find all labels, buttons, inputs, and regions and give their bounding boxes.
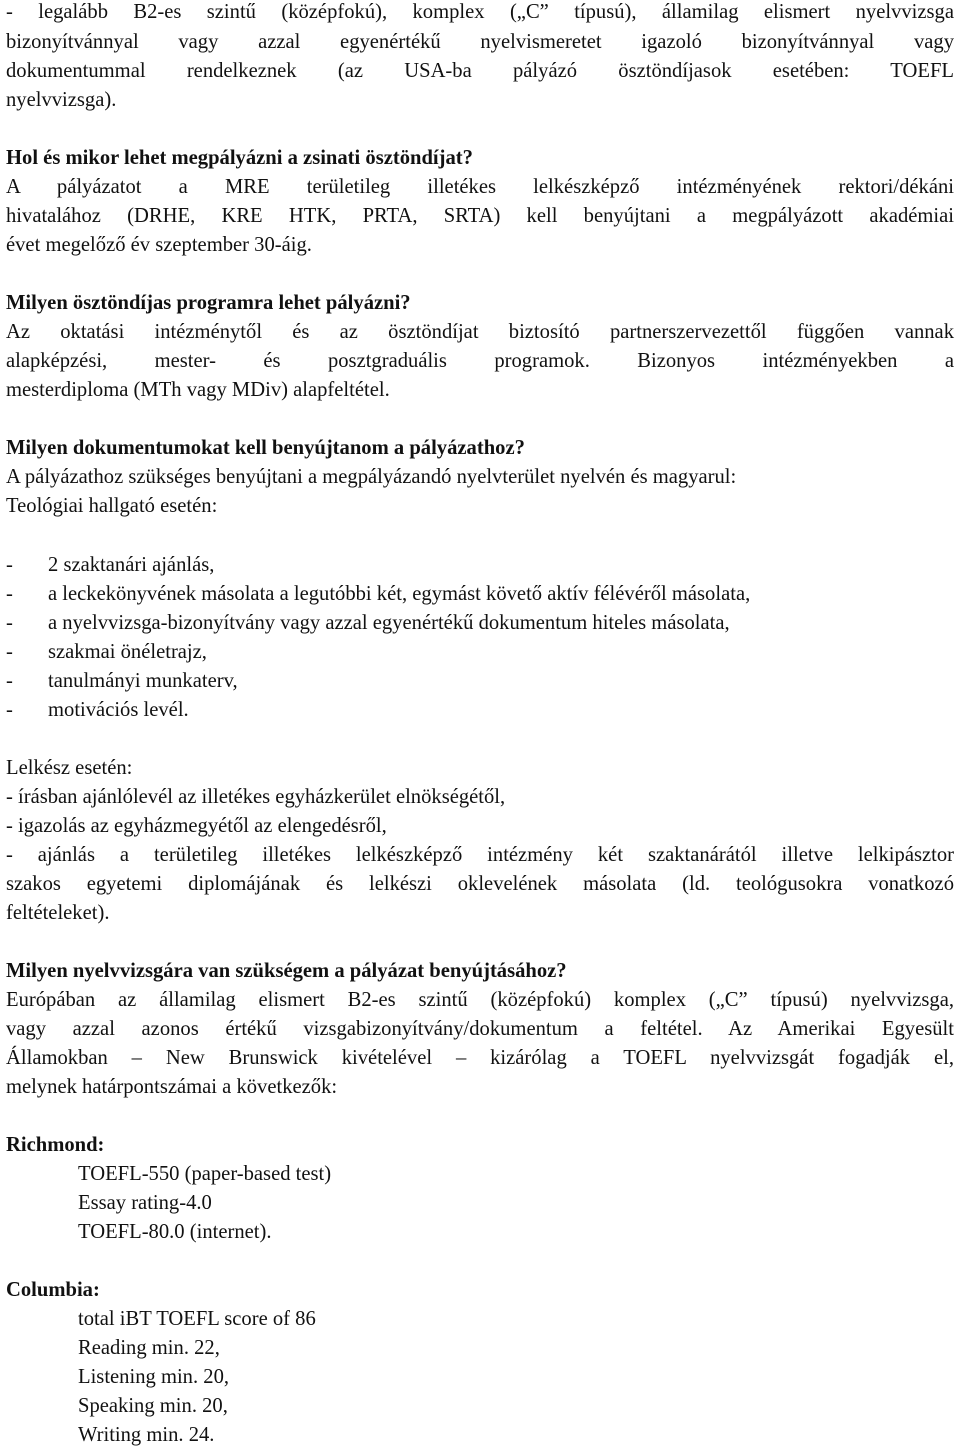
columbia-heading: Columbia:: [6, 1279, 100, 1301]
paragraph-line: vagy azzal azonos értékű vizsgabizonyítvány/dokumentum a feltétel. Az Amerikai Egyesült: [6, 1018, 954, 1040]
list-dash: -: [6, 670, 13, 692]
list-dash: -: [6, 554, 13, 576]
list-item: [6, 611, 730, 635]
section-heading: Milyen nyelvvizsgára van szükségem a pályázat benyújtásához?: [6, 960, 567, 982]
paragraph-line: Államokban – New Brunswick kivételével – kizárólag a TOEFL nyelvvizsgát fogadják el,: [6, 1047, 954, 1069]
list-item: [6, 698, 189, 722]
intro-line: dokumentummal rendelkeznek (az USA-ba pályázó ösztöndíjasok esetében: TOEFL: [6, 60, 954, 82]
score-item: Essay rating-4.0: [78, 1192, 212, 1214]
subsection-heading: Lelkész esetén:: [6, 757, 133, 779]
paragraph-line: - igazolás az egyházmegyétől az elengedésről,: [6, 815, 387, 837]
paragraph-line: évet megelőző év szeptember 30-áig.: [6, 234, 312, 256]
score-item: Reading min. 22,: [78, 1337, 220, 1359]
paragraph-line: feltételeket).: [6, 902, 110, 924]
paragraph-line: Az oktatási intézménytől és az ösztöndíjat biztosító partnerszervezettől függően vannak: [6, 321, 954, 343]
list-item: [6, 669, 238, 693]
list-dash: -: [6, 583, 13, 605]
score-item: Writing min. 24.: [78, 1424, 215, 1446]
paragraph-line: mesterdiploma (MTh vagy MDiv) alapfeltétel.: [6, 379, 390, 401]
list-item: [6, 582, 750, 606]
paragraph-line: melynek határpontszámai a következők:: [6, 1076, 338, 1098]
paragraph-line: A pályázatot a MRE területileg illetékes lelkészképző intézményének rektori/dékáni: [6, 176, 954, 198]
intro-line: - legalább B2-es szintű (középfokú), komplex („C” típusú), államilag elismert nyelvvizsga: [6, 1, 954, 23]
list-item-text: a leckekönyvének másolata a legutóbbi két, egymást követő aktív félévéről másolata,: [48, 583, 751, 605]
list-item-text: szakmai önéletrajz,: [48, 641, 207, 663]
paragraph-line: - ajánlás a területileg illetékes lelkészképző intézmény két szaktanárától illetve lelkipásztor: [6, 844, 954, 866]
paragraph-line: szakos egyetemi diplomájának és lelkészi oklevelének másolata (ld. teológusokra vonatkozó: [6, 873, 954, 895]
list-dash: -: [6, 699, 13, 721]
score-item: TOEFL-80.0 (internet).: [78, 1221, 272, 1243]
score-item: TOEFL-550 (paper-based test): [78, 1163, 332, 1185]
score-item: Speaking min. 20,: [78, 1395, 228, 1417]
section-heading: Milyen dokumentumokat kell benyújtanom a pályázathoz?: [6, 437, 525, 459]
paragraph-line: hivatalához (DRHE, KRE HTK, PRTA, SRTA) kell benyújtani a megpályázott akadémiai: [6, 205, 954, 227]
list-item-text: tanulmányi munkaterv,: [48, 670, 238, 692]
list-item: [6, 640, 207, 664]
intro-line: nyelvvizsga).: [6, 89, 117, 111]
richmond-heading: Richmond:: [6, 1134, 105, 1156]
section-heading: Milyen ösztöndíjas programra lehet pályázni?: [6, 292, 411, 314]
section-heading: Hol és mikor lehet megpályázni a zsinati ösztöndíjat?: [6, 147, 473, 169]
paragraph-line: Európában az államilag elismert B2-es szintű (középfokú) komplex („C” típusú) nyelvvizsga,: [6, 989, 954, 1011]
list-item-text: 2 szaktanári ajánlás,: [48, 554, 215, 576]
paragraph-line: Teológiai hallgató esetén:: [6, 495, 218, 517]
score-item: total iBT TOEFL score of 86: [78, 1308, 316, 1330]
list-dash: -: [6, 641, 13, 663]
paragraph-line: A pályázathoz szükséges benyújtani a megpályázandó nyelvterület nyelvén és magyarul:: [6, 466, 737, 488]
intro-line: bizonyítvánnyal vagy azzal egyenértékű nyelvismeretet igazoló bizonyítvánnyal vagy: [6, 31, 954, 53]
list-dash: -: [6, 612, 13, 634]
score-item: Listening min. 20,: [78, 1366, 230, 1388]
paragraph-line: alapképzési, mester- és posztgraduális programok. Bizonyos intézményekben a: [6, 350, 954, 372]
list-item-text: a nyelvvizsga-bizonyítvány vagy azzal egyenértékű dokumentum hiteles másolata,: [48, 612, 730, 634]
paragraph-line: - írásban ajánlólevél az illetékes egyházkerület elnökségétől,: [6, 786, 506, 808]
list-item-text: motivációs levél.: [48, 699, 189, 721]
list-item: [6, 553, 214, 577]
